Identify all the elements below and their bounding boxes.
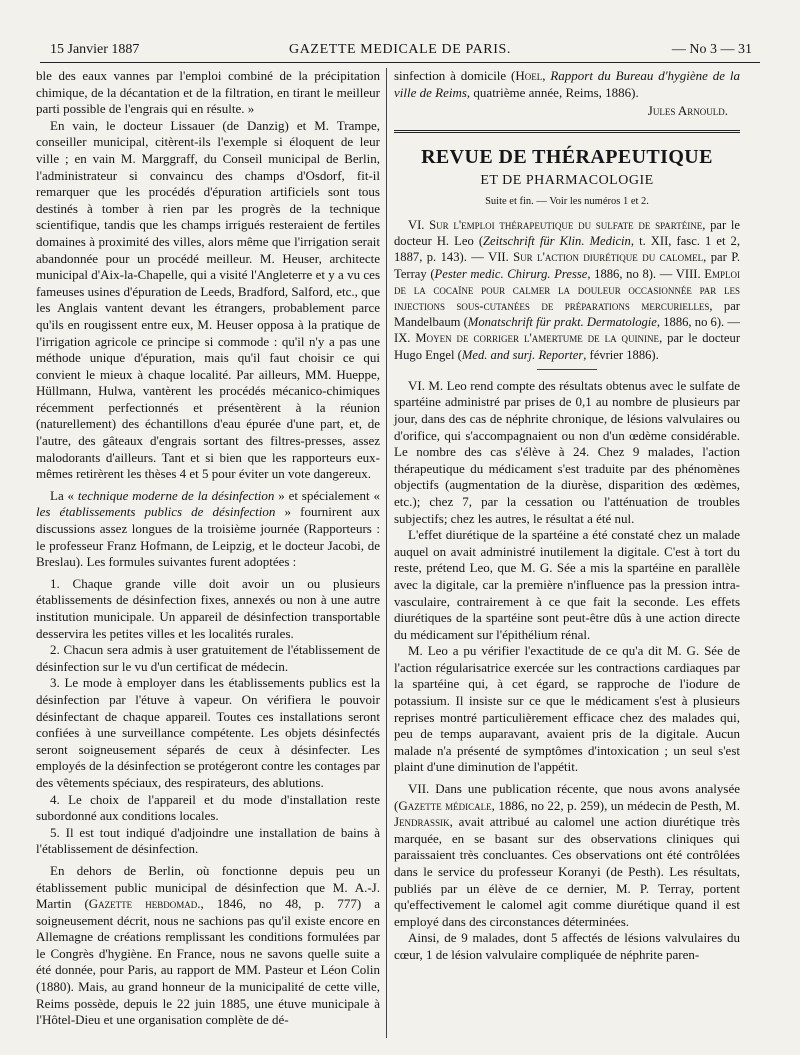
running-header (40, 40, 760, 63)
header-journal-title: GAZETTE MEDICALE DE PARIS. (289, 42, 511, 57)
left-column (36, 68, 380, 1029)
divider (537, 369, 597, 370)
paragraph: sinfection à domicile (Hoel, Rapport du Bureau d'hygiène de la ville de Reims, quatrième année, Reims, 1886). (394, 68, 741, 100)
paragraph: M. Leo a pu vérifier l'exactitude de ce qu'a dit M. G. Sée de l'action régularisatrice exercée sur les contractions cardiaques par la spartéine qui, à cet égard, se rapproche de l'iodure de potassium. Il insiste sur ce que le médicament s'est à plusieurs reprises montré particulièrement efficace chez des malades qui, peu de temps auparavant, avaient pris de la digitale. Aucun malade n'a présenté de symptômes d'intoxication ; un seul s'est plaint d'une diminution de l'appétit. (394, 643, 740, 775)
header-date: 15 Janvier 1887 (50, 42, 140, 57)
list-item: 1. Chaque grande ville doit avoir un ou plusieurs établissements de désinfection fixes, annexés ou non à une autre institution municipale. Un appareil de désinfection transportable desservira les petites villes et les localités rurales. (36, 575, 380, 641)
paragraph: La « technique moderne de la désinfection » et spécialement « les établissements publics de désinfection » fournirent aux discussions assez longues de la troisième journée (Rapporteurs : le professeur Franz Hofmann, de Leipzig, et le docteur Jacobi, de Breslau). Les formules suivantes furent adoptées : (36, 487, 380, 570)
section-subtitle: ET DE PHARMACOLOGIE (480, 172, 654, 188)
paragraph: VI. M. Leo rend compte des résultats obtenus avec le sulfate de spartéine administré par prises de 0,1 au nombre de plusieurs par jour, dans des cas de néphrite chronique, de lésions valvulaires ou d'orifice, qui s'accompagnaient ou non d'un œdème considérable. Le nombre des cas s'élève à 24. Chez 9 malades, l'action thérapeutique du médicament s'est traduite par des phénomènes objectifs (augmentation de la diurèse, disparition des œdèmes, etc.); chez 7, par la cessation ou l'atténuation de troubles subjectifs; chez les autres, le résultat a été nul. (394, 377, 740, 526)
paragraph: Ainsi, de 9 malades, dont 5 affectés de lésions valvulaires du cœur, 1 de lésion valvulaire compliquée de néphrite paren- (394, 930, 740, 962)
paragraph: En vain, le docteur Lissauer (de Danzig) et M. Trampe, conseiller municipal, citèrent-ils l'exemple si éloquent de leur ville ; en vain M. Marggraff, du Conseil municipal de Berlin, l'administrateur si convaincu des champs d'Osdorf, fit-il remarquer que les procédés d'épuration artificiels sont tous destinés à tomber à rien par les progrès de la technique scientifique, tandis que les champs irrigués resteraient de fertiles domaines à proximité des villes, alors même que l'irrigation serait abandonnée pour un procédé meilleur. M. Heuser, architecte municipal d'Aix-la-Chapelle, qui a visité l'Angleterre et y a vu ces fameuses usines d'épuration de Leeds, Bradford, Salford, etc., que les Anglais vantent devant les étrangers, probablement parce qu'ils en rougissent entre eux, M. Heuser opposa à la pratique de l'irrigation agricole ce principe si commode : qu'il n'y a pas une méthode unique d'épuration, mais qu'il faut choisir ce qui convient le mieux à chaque localité. Par ailleurs, MM. Hueppe, Hüllmann, Hulwa, vantèrent les procédés mécanico-chimiques récemment perfectionnés et présentèrent à la réunion (naturellement) des échantillons d'eau épurée d'une part, et, de l'autre, des gâteaux d'engrais sortant des filtres-presses, assez malodorants d'ailleurs. Tant et si bien que les rapporteurs eux-mêmes retirèrent les thèses 4 et 5 pour éviter un vote dangereux. (36, 117, 380, 482)
continuation-note: Suite et fin. — Voir les numéros 1 et 2. (485, 196, 649, 208)
list-item: 4. Le choix de l'appareil et du mode d'installation reste subordonné aux conditions locales. (36, 791, 380, 824)
right-column (394, 68, 740, 964)
list-item: 2. Chacun sera admis à user gratuitement de l'établissement de désinfection sur le vu d'un certificat de médecin. (36, 642, 380, 674)
author-signature: Jules Arnould. (647, 103, 728, 119)
list-item: 5. Il est tout indiqué d'adjoindre une installation de bains à l'établissement de désinfection. (36, 824, 380, 857)
table-of-contents: VI. Sur l'emploi thérapeutique du sulfate de spartéine, par le docteur H. Leo (Zeitschrift für Klin. Medicin, t. XII, fasc. 1 et 2, 1887, p. 143). — VII. Sur l'action diurétique du calomel, par P. Terray (Pester medic. Chirurg. Presse, 1886, no 8). — VIII. Emploi de la cocaïne pour calmer la douleur occasionnée par les injections sous-cutanées de préparations mercurielles, par Mandelbaum (Monatschrift für prakt. Dermatologie, 1886, no 6). — IX. Moyen de corriger l'amertume de la quinine, par le docteur Hugo Engel (Med. and surj. Reporter, février 1886). (394, 217, 741, 362)
paragraph: VII. Dans une publication récente, que nous avons analysée (Gazette médicale, 1886, no 22, p. 259), un médecin de Pesth, M. Jendrassik, avait attribué au calomel une action diurétique très marquée, en se basant sur des observations cliniques qui paraissaient très concluantes. Ces observations ont été contrôlées dans le service du professeur Koranyi (de Pesth). Les résultats, publiés par un élève de ce dernier, M. P. Terray, portent qu'effectivement le calomel agit comme diurétique quand il est employé dans des circonstances déterminées. (394, 781, 740, 929)
list-item: 3. Le mode à employer dans les établissements publics est la désinfection par l'étuve à vapeur. On vérifiera le pouvoir désinfectant de chaque appareil. Toutes ces installations seront confiées à une surveillance compétente. Les objets désinfectés seront soigneusement séparés de ceux à désinfecter. Les employés de la désinfection se protégeront contre les contages par des vêtements spéciaux, des respirateurs, des ablutions. (36, 675, 381, 790)
column-divider (386, 68, 387, 1038)
section-separator (394, 130, 740, 133)
paragraph: ble des eaux vannes par l'emploi combiné de la précipitation chimique, de la décantation et de la filtration, en tirant le meilleur parti possible de l'engrais qui en résulte. » (36, 68, 380, 117)
header-issue-page: — No 3 — 31 (671, 42, 752, 57)
paragraph: En dehors de Berlin, où fonctionne depuis peu un établissement public municipal de désinfection que M. A.-J. Martin (Gazette hebdomad., 1846, no 48, p. 777) a soigneusement décrit, nous ne sachions pas qu'il existe encore en Allemagne de créations remplissant les conditions formulées par le Congrès d'hygiène. En France, nous ne savons quelle suite a été donnée, pour Paris, au rapport de MM. Pasteur et Léon Colin (1880). Mais, au grand honneur de la municipalité de cette ville, Reims possède, depuis le 22 juin 1885, une étuve municipale à l'Hôtel-Dieu et une organisation complète de dé- (36, 862, 380, 1028)
section-title: REVUE DE THÉRAPEUTIQUE (421, 145, 713, 168)
paragraph: L'effet diurétique de la spartéine a été constaté chez un malade auquel on avait administré inutilement la digitale. C'est à tort du reste, prétend Leo, que M. G. Sée a mis la spartéine en parallèle avec la digitale, car la première n'influence pas la pression intra-vasculaire, contrairement à ce que fait la seconde. Les effets diurétiques de la spartéine sont peut-être dûs à une action directe du médicament sur l'épithélium rénal. (394, 527, 740, 642)
